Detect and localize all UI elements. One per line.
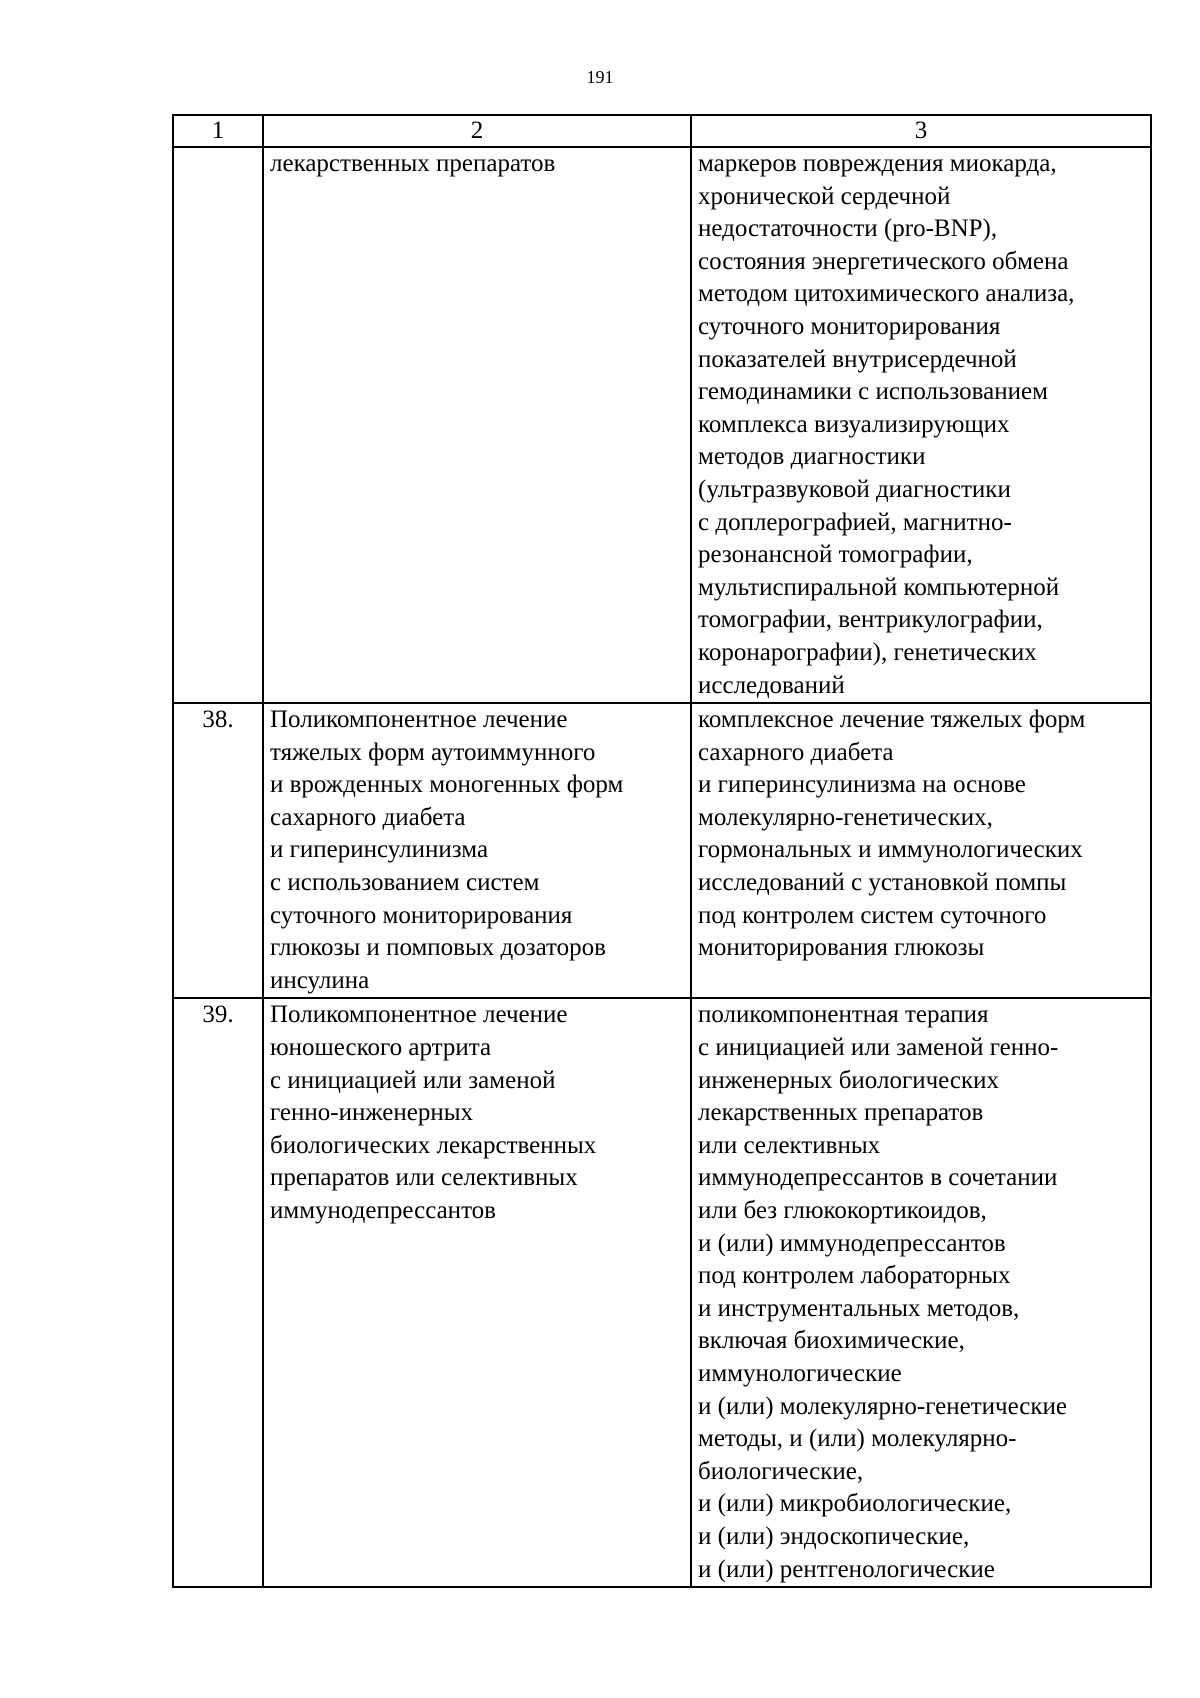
cell-text-line: недостаточности (pro-BNP), — [698, 215, 998, 243]
cell-text-line: инсулина — [270, 966, 370, 994]
cell-text-line: с доплерографией, магнитно- — [698, 508, 1012, 536]
treatment-method-cell — [691, 998, 1151, 1587]
table-body — [173, 147, 1151, 1587]
data-table — [172, 114, 1152, 1588]
table-row — [173, 703, 1151, 998]
cell-text-line: иммунологические — [698, 1359, 902, 1387]
cell-text-line: и гиперинсулинизма — [270, 836, 489, 864]
treatment-method-cell — [691, 147, 1151, 703]
cell-text-line: биологические, — [698, 1457, 864, 1485]
cell-text-line: комплексное лечение тяжелых форм — [698, 706, 1086, 734]
cell-text-line: маркеров повреждения миокарда, — [698, 150, 1057, 177]
cell-text-line: и инструментальных методов, — [698, 1294, 1020, 1322]
cell-text-line: показателей внутрисердечной — [698, 345, 1017, 373]
cell-text-line: коронарографии), генетических — [698, 638, 1037, 666]
cell-text-line: и (или) молекулярно-генетические — [698, 1392, 1068, 1420]
row-number-cell: 39. — [173, 998, 263, 1587]
cell-text-line: и (или) рентгенологические — [698, 1555, 995, 1583]
table-header-row — [173, 115, 1151, 147]
cell-text-line: суточного мониторирования — [698, 312, 1001, 340]
cell-text-line: томографии, вентрикулографии, — [698, 606, 1043, 634]
cell-text-line: или селективных — [698, 1131, 881, 1159]
cell-text-line: суточного мониторирования — [270, 901, 573, 929]
cell-text-line: и (или) микробиологические, — [698, 1490, 1012, 1518]
cell-text-line: и (или) иммунодепрессантов — [698, 1229, 1006, 1257]
cell-text-line: инженерных биологических — [698, 1066, 999, 1094]
cell-text-line: тяжелых форм аутоиммунного — [270, 738, 596, 766]
cell-text-line: сахарного диабета — [698, 738, 894, 766]
cell-text-line: и врожденных моногенных форм — [270, 771, 624, 799]
cell-text-line: биологических лекарственных — [270, 1131, 597, 1159]
cell-text-line: с инициацией или заменой генно- — [698, 1034, 1059, 1062]
cell-text-line: лекарственных препаратов — [698, 1099, 984, 1127]
cell-text-line: поликомпонентная терапия — [698, 1001, 989, 1029]
cell-text-line: молекулярно-генетических, — [698, 803, 993, 831]
cell-text-line: гемодинамики с использованием — [698, 378, 1048, 406]
cell-text-line: иммунодепрессантов в сочетании — [698, 1164, 1058, 1192]
cell-text-line: Поликомпонентное лечение — [270, 1001, 568, 1029]
cell-text-line: мультиспиральной компьютерной — [698, 573, 1060, 601]
cell-text-line: исследований — [698, 671, 845, 699]
procedure-name-cell — [263, 998, 691, 1587]
cell-text-line: методом цитохимического анализа, — [698, 280, 1075, 308]
cell-text-line: лекарственных препаратов — [270, 150, 556, 177]
cell-text-line: Поликомпонентное лечение — [270, 706, 568, 734]
cell-text-line: методы, и (или) молекулярно- — [698, 1425, 1017, 1453]
cell-text-line: мониторирования глюкозы — [698, 934, 985, 962]
cell-text-line: под контролем систем суточного — [698, 901, 1047, 929]
cell-text-line: резонансной томографии, — [698, 541, 973, 569]
column-header-2: 2 — [263, 115, 691, 147]
cell-text-line: включая биохимические, — [698, 1327, 965, 1355]
cell-text-line: гормональных и иммунологических — [698, 836, 1083, 864]
cell-text-line: юношеского артрита — [270, 1034, 492, 1062]
cell-text-line: с использованием систем — [270, 869, 540, 897]
column-header-1: 1 — [173, 115, 263, 147]
row-number-cell: 38. — [173, 703, 263, 998]
cell-text-line: препаратов или селективных — [270, 1164, 578, 1192]
cell-text-line: состояния энергетического обмена — [698, 247, 1069, 275]
cell-text-line: под контролем лабораторных — [698, 1262, 1011, 1290]
procedure-name-cell — [263, 147, 691, 703]
cell-text-line: методов диагностики — [698, 443, 926, 471]
cell-text-line: иммунодепрессантов — [270, 1197, 496, 1224]
procedure-name-cell — [263, 703, 691, 998]
cell-text-line: генно-инженерных — [270, 1099, 474, 1127]
cell-text-line: или без глюкокортикоидов, — [698, 1197, 987, 1224]
cell-text-line: глюкозы и помповых дозаторов — [270, 934, 606, 962]
cell-text-line: и гиперинсулинизма на основе — [698, 771, 1026, 799]
cell-text-line: и (или) эндоскопические, — [698, 1522, 970, 1550]
table-row — [173, 998, 1151, 1587]
cell-text-line: сахарного диабета — [270, 803, 466, 831]
cell-text-line: с инициацией или заменой — [270, 1066, 556, 1094]
row-number-cell — [173, 147, 263, 703]
cell-text-line: исследований с установкой помпы — [698, 869, 1067, 897]
treatment-method-cell — [691, 703, 1151, 998]
table-row — [173, 147, 1151, 703]
cell-text-line: (ультразвуковой диагностики — [698, 475, 1011, 503]
page-number: 191 — [586, 67, 614, 87]
cell-text-line: комплекса визуализирующих — [698, 410, 1010, 438]
column-header-3: 3 — [691, 115, 1151, 147]
cell-text-line: хронической сердечной — [698, 182, 951, 210]
